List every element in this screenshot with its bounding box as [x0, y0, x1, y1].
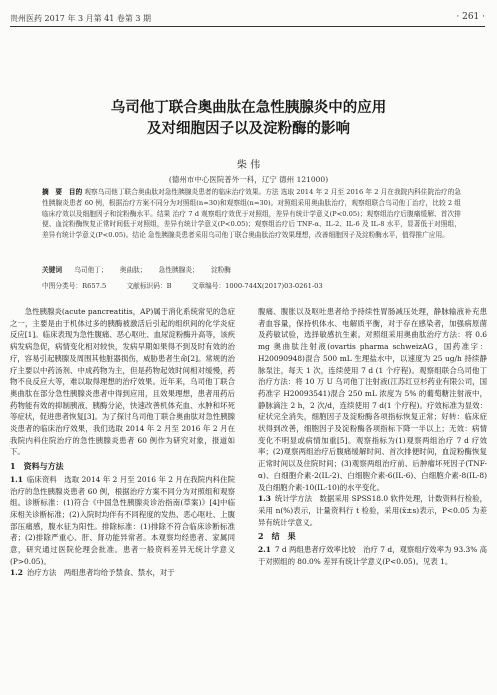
abstract-text: 观察乌司他丁联合奥曲肽对急性胰腺炎患者的临床治疗效果。方法 选取 2014 年 2 月至 2016 年 2 月在我院内科住院治疗的急性胰腺炎患者 60 例，根据治疗方案不同分为对照组(n=30)和观察组(n=30)。对照组采用奥曲肽治疗，观察组联合乌司他丁治疗，比较 2 组临床疗效以及细胞因子和淀粉酶水平。结果 治疗 7 d 观察组疗效优于对照组，差异有统计学意义(P<0.05)；观察组治疗后腹痛缓解、首次排便、血淀粉酶恢复正常时间低于对照组，差异有统计学意义(P<0.05)；观察组治疗后 TNF-α、IL-2、IL-6 及 IL-8 水平，显著低于对照组，差异有统计学意义(P<0.05)。结论 急性胰腺炎患者采用乌司他丁联合奥曲肽治疗效果理想，改善细胞因子及淀粉酶水平，值得推广应用。 [42, 188, 461, 240]
subsection-text: 治疗方法 两组患者均给予禁食、禁水，对于 [26, 568, 175, 578]
abstract [42, 187, 461, 241]
page-number: · 261 · [456, 12, 485, 22]
keyword: 奥曲肽； [119, 266, 147, 274]
subsection-paragraph [258, 544, 487, 567]
subsection-text: 7 d 两组患者疗效率比较 治疗 7 d，观察组疗效率为 93.3% 高于对照组的 80.0% 差异有统计学意义(P<0.05)。见表 1。 [258, 545, 487, 566]
keywords-label: 关键词 [42, 266, 63, 274]
journal-info: 贵州医药 2017 年 3 月第 41 卷第 3 期 [10, 14, 152, 23]
subsection-paragraph [10, 474, 235, 568]
subsection-number: 1.2 [10, 568, 23, 578]
subsection-paragraph [258, 493, 487, 528]
subsection-number: 2.1 [258, 545, 271, 555]
abstract-label: 摘 要 目的 [42, 188, 83, 196]
keyword: 乌司他丁； [74, 266, 108, 274]
body-paragraph: 腹痛、腹胀以及呕吐患者给予持续性胃肠减压处理，静脉输液补充患者血容量，保持机体水、电解质平衡，对于存在感染者，加强病原菌及药敏试验，选择敏感抗生素。对照组采用奥曲肽治疗方法：将 0.6 mg 奥曲肽注射液(ovartis pharma schweizAG，国药准字：H20090948)混合 500 mL 生理盐水中，以速度为 25 ug/h 持续静脉泵注，每天 1 次，连续使用 7 d (1 个疗程)。观察组联合乌司他丁治疗方法：将 10 万 U 乌司他丁注射液(江苏红豆杉药业有限公司，国药准字 H20093541)混合 250 mL 浓度为 5% 的葡萄糖注射液中，静脉滴注 2 h，2 次/d，连续使用 7 d(1 个疗程)。疗效标准为显效：症状完全消失，细胞因子及淀粉酶各项指标恢复正常；好转：临床症状得到改善，细胞因子及淀粉酶各项指标下降一半以上；无效：病情变化不明显或病情加重[5]。观察指标为(1)观察两组治疗 7 d 疗效率；(2)观察两组治疗后腹痛缓解时间、首次排便时间，血淀粉酶恢复正常时间以及住院时间；(3)观察两组治疗前、后肿瘤坏死因子(TNF-α)、白细胞介素-2(IL-2)、白细胞介素-6(IL-6)、白细胞介素-8(IL-8)及白细胞介素-10(IL-10)的水平变化。 [258, 307, 487, 492]
running-header [10, 12, 485, 27]
subsection-paragraph [10, 567, 235, 579]
body-paragraph: 急性胰腺炎(acute pancreatitis，AP)属于消化系统常见的急症之一，主要是由于机体过多的胰酶被激活后引起的组织间的化学炎症反应[1]。临床表现为急性腹痛、恶心呕吐、血尿淀粉酶升高等，该疾病发病急促，病情变化相对较快，发病早期如果得不到及时有效的治疗，容易引起胰腺及周围其他脏器损伤，威胁患者生命[2]。常规的治疗主要以中药汤剂、中成药物为主，但是药物起效时间相对缓慢，药物不良反应大等，难以取得理想的治疗效果。近年来，乌司他丁联合奥曲肽在部分急性胰腺炎患者中得到应用，且效果理想，患者用药后药物能有效的抑制胰液、胰酶分泌，快速改善机体充血、水肿和坏死等症状，促进患者恢复[3]。为了探讨乌司他丁联合奥曲肽对急性胰腺炎患者的临床治疗效果，我们选取 2014 年 2 月至 2016 年 2 月在我院内科住院治疗的急性胰腺炎患者 60 例作为研究对象，报道如下。 [10, 307, 235, 457]
author: 柴 伟 [236, 160, 261, 171]
classification-line [42, 280, 461, 290]
subsection-number: 1.3 [258, 494, 271, 504]
body-left-column [10, 306, 235, 579]
section-heading: 2 结 果 [258, 531, 296, 542]
subsection-text: 临床资料 选取 2014 年 2 月至 2016 年 2 月在我院内科住院治疗的急性胰腺炎患者 60 例，根据治疗方案不同分为对照组和观察组。诊断标准：(1)符合《中国急性胰腺炎诊治指南(草案)》[4]中临床相关诊断标准；(2)入院时均伴有不同程度的发热、恶心呕吐、上腹部压痛感，腹水征为阳性。排除标准：(1)排除不符合临床诊断标准者；(2)排除严重心、肝、肾功能异常者。本观察均经患者、家属同意，研究通过医院伦理会批准。患者一般资料差异无统计学意义(P>0.05)。 [10, 474, 235, 566]
section-heading: 1 资料与方法 [10, 461, 64, 472]
subsection-text: 统计学方法 数据采用 SPSS18.0 软件处理，计数资料行检验，采用 n(%)表示，计量资料行 t 检验，采用(x̄±s)表示，P<0.05 为差异有统计学意义。 [258, 494, 487, 527]
keyword: 淀粉酶 [210, 266, 231, 274]
article-title-line1: 乌司他丁联合奥曲肽在急性胰腺炎中的应用 [110, 99, 387, 116]
article-number: 文章编号：1000-744X(2017)03-0261-03 [191, 282, 323, 290]
document-code: 文献标识码：B [126, 282, 172, 290]
body-right-column [258, 306, 487, 567]
subsection-number: 1.1 [10, 474, 23, 484]
affiliation: (德州市中心医院普外一科，辽宁 德州 121000) [168, 175, 329, 184]
article-title-line2: 及对细胞因子以及淀粉酶的影响 [147, 120, 350, 137]
keyword: 急性胰腺炎； [158, 266, 199, 274]
clc-number: 中图分类号：R657.5 [42, 282, 107, 290]
keywords [42, 264, 461, 274]
